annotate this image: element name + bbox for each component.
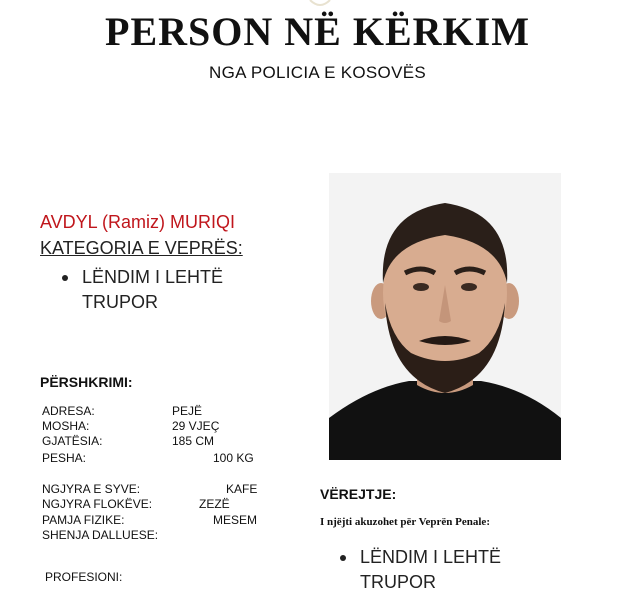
remarks-title: VËREJTJE: bbox=[320, 486, 397, 502]
remarks-offense-list bbox=[340, 545, 580, 595]
field-value-appearance: MESEM bbox=[213, 513, 258, 527]
page-title: PERSON NË KËRKIM bbox=[105, 9, 530, 54]
field-label-eye-color: NGJYRA E SYVE: bbox=[42, 482, 141, 496]
field-label-profession: PROFESIONI: bbox=[45, 570, 123, 584]
remarks-subtitle: I njëjti akuzohet për Veprën Penale: bbox=[320, 516, 490, 528]
field-value-eye-color: KAFE bbox=[226, 482, 258, 496]
field-value-address: PEJË bbox=[172, 404, 203, 418]
field-label-address: ADRESA: bbox=[42, 404, 95, 418]
field-value-weight: 100 KG bbox=[213, 451, 254, 465]
field-label-age: MOSHA: bbox=[42, 419, 90, 433]
description-title: PËRSHKRIMI: bbox=[40, 374, 133, 390]
offense-list bbox=[62, 265, 302, 315]
person-name: AVDYL (Ramiz) MURIQI bbox=[40, 212, 236, 232]
field-label-weight: PESHA: bbox=[42, 451, 87, 465]
remarks-offense-item: LËNDIM I LEHTË TRUPOR bbox=[340, 545, 580, 595]
field-value-age: 29 VJEÇ bbox=[172, 419, 220, 433]
page-subtitle: NGA POLICIA E KOSOVËS bbox=[209, 63, 426, 82]
offense-category-label: KATEGORIA E VEPRËS: bbox=[40, 238, 243, 258]
field-label-hair-color: NGJYRA FLOKËVE: bbox=[42, 497, 153, 511]
police-emblem-icon bbox=[300, 0, 340, 8]
field-label-height: GJATËSIA: bbox=[42, 434, 103, 448]
field-label-distinguishing-marks: SHENJA DALLUESE: bbox=[42, 528, 159, 542]
field-value-hair-color: ZEZË bbox=[199, 497, 230, 511]
suspect-photo bbox=[329, 173, 561, 460]
field-value-height: 185 CM bbox=[172, 434, 215, 448]
field-label-appearance: PAMJA FIZIKE: bbox=[42, 513, 125, 527]
offense-item: LËNDIM I LEHTË TRUPOR bbox=[62, 265, 302, 315]
